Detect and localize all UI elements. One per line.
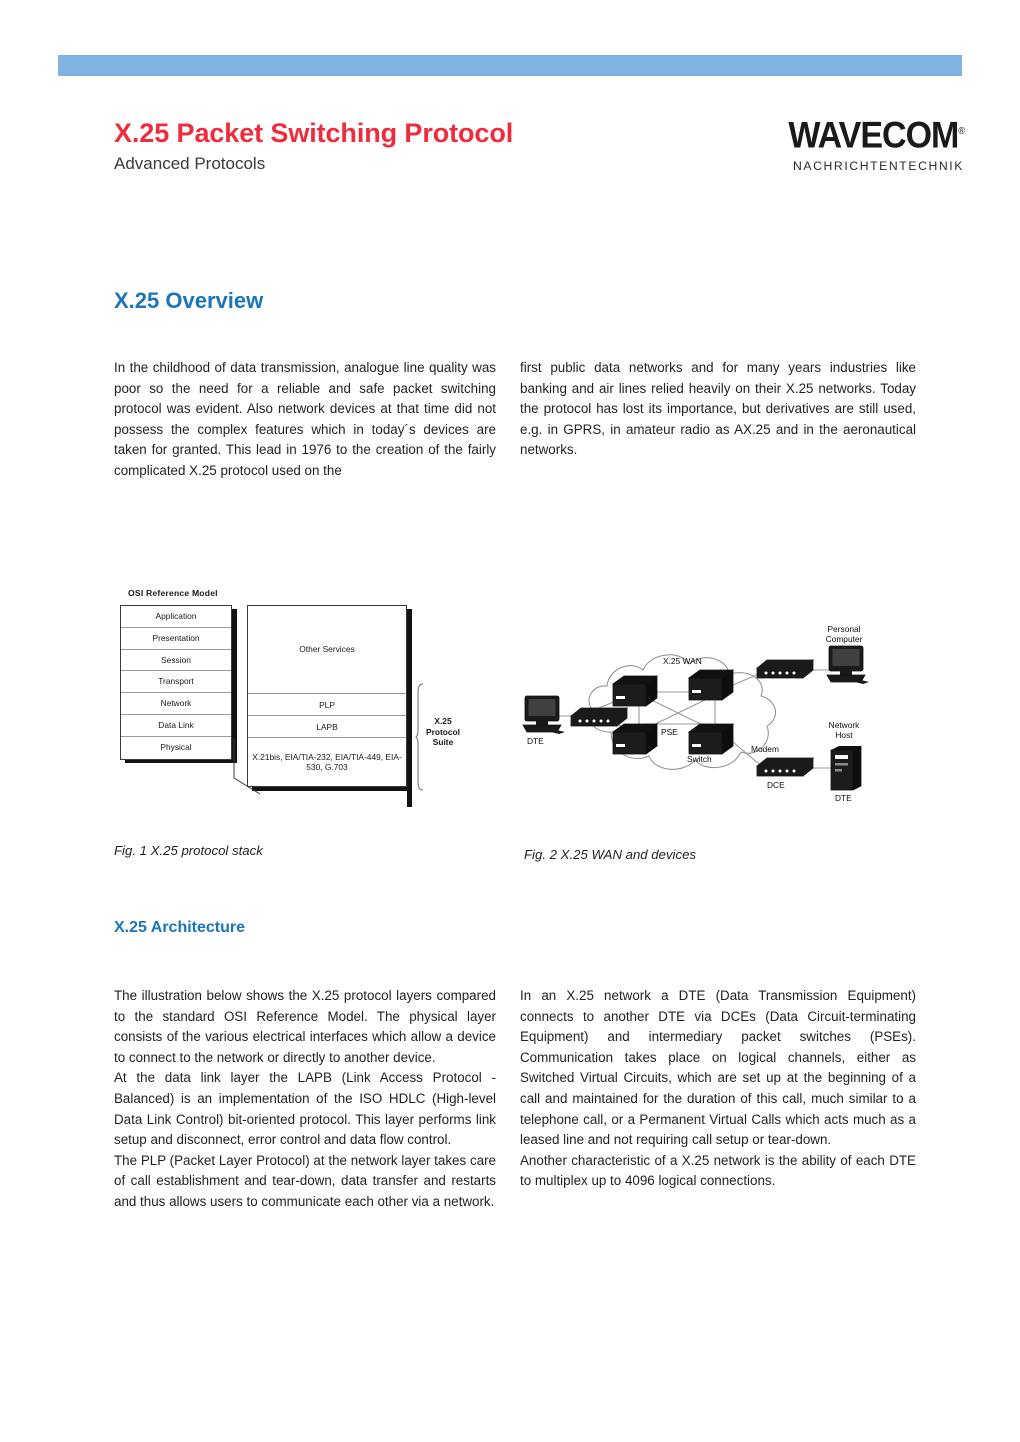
paragraph: At the data link layer the LAPB (Link Access Protocol - Balanced) is an implementation of the ISO HDLC (High-level Data Link Control) bit-oriented protocol. This layer performs link setup and disconnect, error control and data flow control. [114, 1070, 496, 1148]
device-pse-top-left [613, 676, 657, 706]
label-network-host-line-2: Host [835, 730, 853, 740]
paragraph: In an X.25 network a DTE (Data Transmission Equipment) connects to another DTE via DCEs (Data Circuit-terminating Equipment) and intermediary packet switches (PSEs). Communication takes place on logical channels, either as Switched Virtual Circuits, which are set up at the beginning of a call and maintained for the duration of this call, much similar to a telephone call, or a Permanent Virtual Calls which acts much as a leased line and not requiring call setup or tear-down. [520, 988, 916, 1148]
section-heading-overview: X.25 Overview [114, 288, 264, 313]
osi-layer-application: Application [121, 606, 231, 628]
figure-2-caption: Fig. 2 X.25 WAN and devices [524, 847, 697, 862]
brand-tagline: NACHRICHTENTECHNIK [793, 159, 964, 173]
brand-wordmark-text: WAVECOM [788, 115, 959, 157]
suite-label-line-1: X.25 [434, 716, 452, 726]
suite-row-other-services [248, 606, 406, 694]
figure-2-wan-diagram [515, 612, 875, 812]
label-personal-computer-line-2: Computer [825, 634, 863, 644]
section-heading-architecture: X.25 Architecture [114, 919, 246, 936]
suite-row-plp-label: PLP [319, 699, 335, 710]
osi-reference-model-stack [120, 605, 232, 760]
osi-layer-data-link: Data Link [121, 715, 231, 737]
label-x25-wan: X.25 WAN [663, 656, 702, 666]
label-dte-right: DTE [835, 793, 852, 803]
osi-layer-session: Session [121, 650, 231, 672]
device-dce-left [571, 708, 627, 726]
osi-layer-network: Network [121, 693, 231, 715]
label-switch: Switch [687, 754, 712, 764]
architecture-text-column-right [520, 986, 916, 1192]
device-pse-bottom-left [613, 724, 657, 754]
label-modem: Modem [751, 744, 779, 754]
overview-text-column-left [114, 358, 496, 482]
suite-row-plp [248, 694, 406, 716]
paragraph: first public data networks and for many years industries like banking and air lines relied heavily on their X.25 networks. Today the protocol has lost its importance, but derivatives are still used, e.g. in GPRS, in amateur radio as AX.25 and in the aeronautical networks. [520, 360, 916, 458]
figure-1-title: OSI Reference Model [128, 588, 218, 598]
osi-layer-presentation: Presentation [121, 628, 231, 650]
label-dte-left: DTE [527, 736, 544, 746]
paragraph: The illustration below shows the X.25 protocol layers compared to the standard OSI Reference Model. The physical layer consists of the various electrical interfaces which allow a device to connect to the network or directly to another device. [114, 988, 496, 1065]
label-dce: DCE [767, 780, 785, 790]
osi-layer-transport: Transport [121, 671, 231, 693]
x25-suite-bracket-label [423, 716, 463, 748]
paragraph: The PLP (Packet Layer Protocol) at the network layer takes care of call establishment and tear-down, data transfer and restarts and thus allows users to communicate each other via a network. [114, 1152, 496, 1209]
device-personal-computer [827, 646, 869, 684]
label-pse: PSE [661, 727, 678, 737]
label-personal-computer [815, 624, 873, 644]
device-pse-top-right [689, 670, 733, 700]
suite-stack-shadow-right [407, 609, 412, 807]
device-pse-bottom-right [689, 724, 733, 754]
figure-1-protocol-stack [120, 588, 460, 813]
osi-layer-physical: Physical [160, 741, 192, 752]
paragraph: In the childhood of data transmission, analogue line quality was poor so the need for a reliable and safe packet switching protocol was evident. Also network devices at that time did not possess the complex features which in today´s devices are taken for granted. This lead in 1976 to the creation of the fairly complicated X.25 protocol used on the [114, 360, 496, 478]
suite-row-lapb-label: LAPB [316, 721, 338, 732]
device-network-host [831, 746, 861, 790]
paragraph: Another characteristic of a X.25 network is the ability of each DTE to multiplex up to 4096 logical connections. [520, 1152, 916, 1189]
brand-wordmark [764, 115, 964, 157]
header-accent-bar [58, 55, 962, 76]
label-network-host [817, 720, 871, 740]
x25-protocol-suite-stack [247, 605, 407, 787]
registered-trademark-icon: ® [958, 125, 964, 137]
figure-1-caption: Fig. 1 X.25 protocol stack [114, 843, 263, 858]
label-network-host-line-1: Network [828, 720, 860, 730]
page-subtitle: Advanced Protocols [114, 154, 266, 174]
overview-text-column-right [520, 358, 916, 461]
suite-row-physical-interfaces [248, 738, 406, 786]
device-dte-left [523, 696, 565, 734]
suite-row-lapb [248, 716, 406, 738]
device-dce-top-right [757, 660, 813, 678]
device-modem-dce [757, 758, 813, 776]
label-personal-computer-line-1: Personal [827, 624, 861, 634]
architecture-text-column-left [114, 986, 496, 1213]
suite-label-line-3: Suite [432, 737, 454, 747]
suite-row-physical-interfaces-label: X.21bis, EIA/TIA-232, EIA/TIA-449, EIA-530, G.703 [252, 751, 402, 772]
suite-label-line-2: Protocol [426, 726, 460, 737]
wavecom-logo [764, 115, 964, 173]
document-header [114, 115, 964, 198]
suite-row-other-services-label: Other Services [299, 644, 355, 654]
page-title: X.25 Packet Switching Protocol [114, 118, 514, 148]
